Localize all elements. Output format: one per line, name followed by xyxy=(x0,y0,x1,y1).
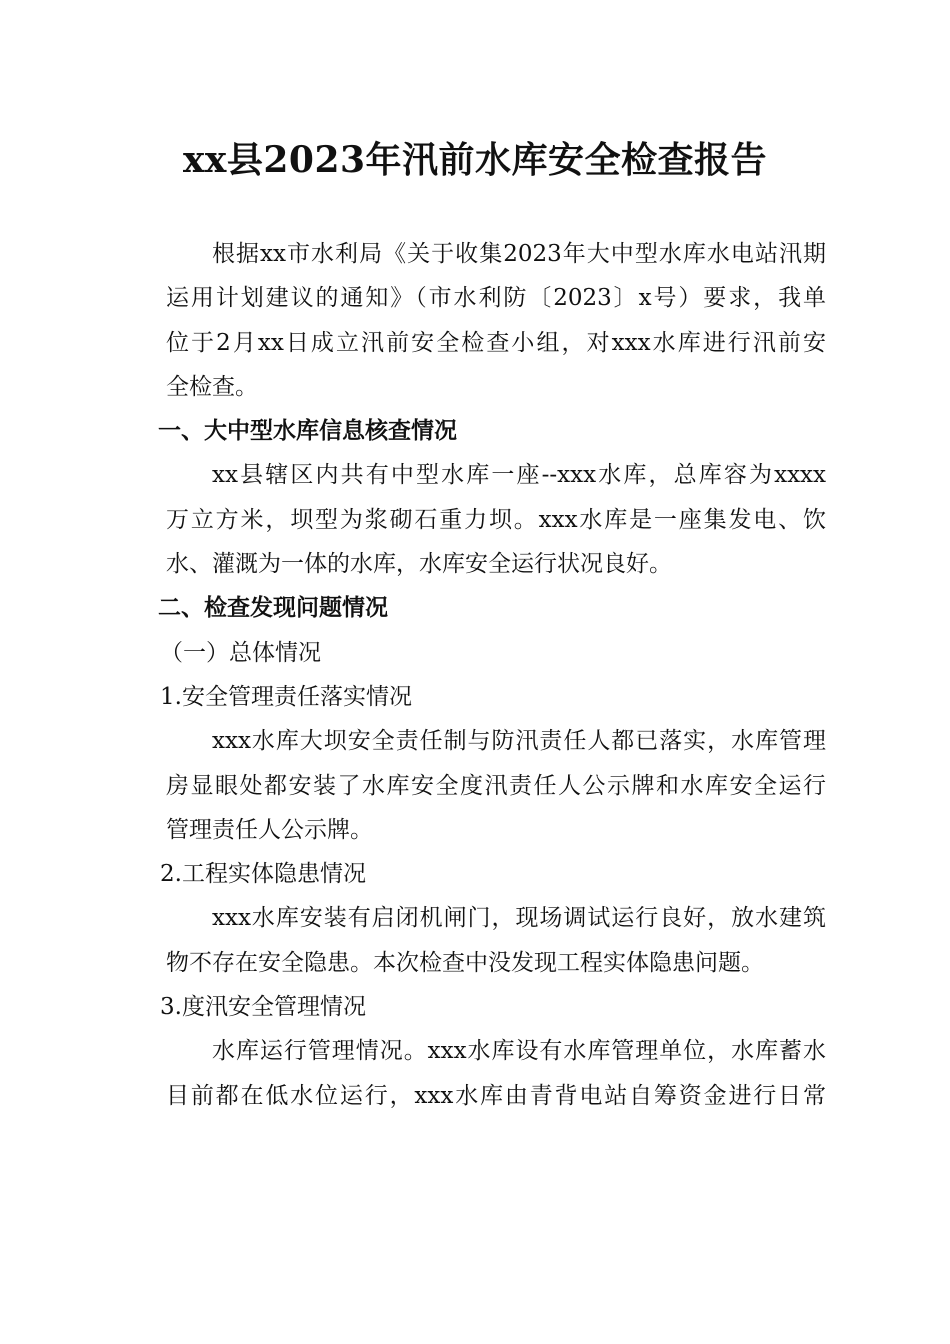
text-line: xx县辖区内共有中型水库一座--xxx水库，总库容为xxxx xyxy=(212,462,826,489)
item-heading-1: 1.安全管理责任落实情况 xyxy=(160,683,412,710)
document-title: xx县2023年汛前水库安全检查报告 xyxy=(182,139,768,181)
text-line: 物不存在安全隐患。本次检查中没发现工程实体隐患问题。 xyxy=(166,949,764,976)
item-heading-3: 3.度汛安全管理情况 xyxy=(160,994,366,1021)
item3-paragraph xyxy=(120,1029,826,1118)
text-line: 运用计划建议的通知》（市水利防〔2023〕x号）要求，我单 xyxy=(166,285,826,312)
intro-paragraph xyxy=(120,232,826,409)
text-line: 全检查。 xyxy=(166,373,258,400)
text-line: xxx水库大坝安全责任制与防汛责任人都已落实，水库管理 xyxy=(212,728,826,755)
document-body xyxy=(120,232,826,1118)
text-line: 水库运行管理情况。xxx水库设有水库管理单位，水库蓄水 xyxy=(212,1038,826,1065)
text-line: xxx水库安装有启闭机闸门，现场调试运行良好，放水建筑 xyxy=(212,905,826,932)
text-line: 万立方米，坝型为浆砌石重力坝。xxx水库是一座集发电、饮 xyxy=(166,506,826,533)
text-line: 根据xx市水利局《关于收集2023年大中型水库水电站汛期 xyxy=(212,241,826,267)
item-heading-2: 2.工程实体隐患情况 xyxy=(160,861,366,888)
item1-paragraph xyxy=(120,719,826,852)
text-line: 水、灌溉为一体的水库，水库安全运行状况良好。 xyxy=(166,551,672,578)
section1-paragraph xyxy=(120,453,826,586)
section-heading-1: 一、大中型水库信息核查情况 xyxy=(158,418,457,445)
text-line: 位于2月xx日成立汛前安全检查小组，对xxx水库进行汛前安 xyxy=(166,329,826,356)
text-line: 目前都在低水位运行，xxx水库由青背电站自筹资金进行日常 xyxy=(166,1082,826,1109)
text-line: 管理责任人公示牌。 xyxy=(166,816,373,843)
section-heading-2: 二、检查发现问题情况 xyxy=(158,595,388,622)
text-line: 房显眼处都安装了水库安全度汛责任人公示牌和水库安全运行 xyxy=(166,772,826,799)
item2-paragraph xyxy=(120,896,826,985)
subsection-heading-1: （一）总体情况 xyxy=(160,639,321,666)
